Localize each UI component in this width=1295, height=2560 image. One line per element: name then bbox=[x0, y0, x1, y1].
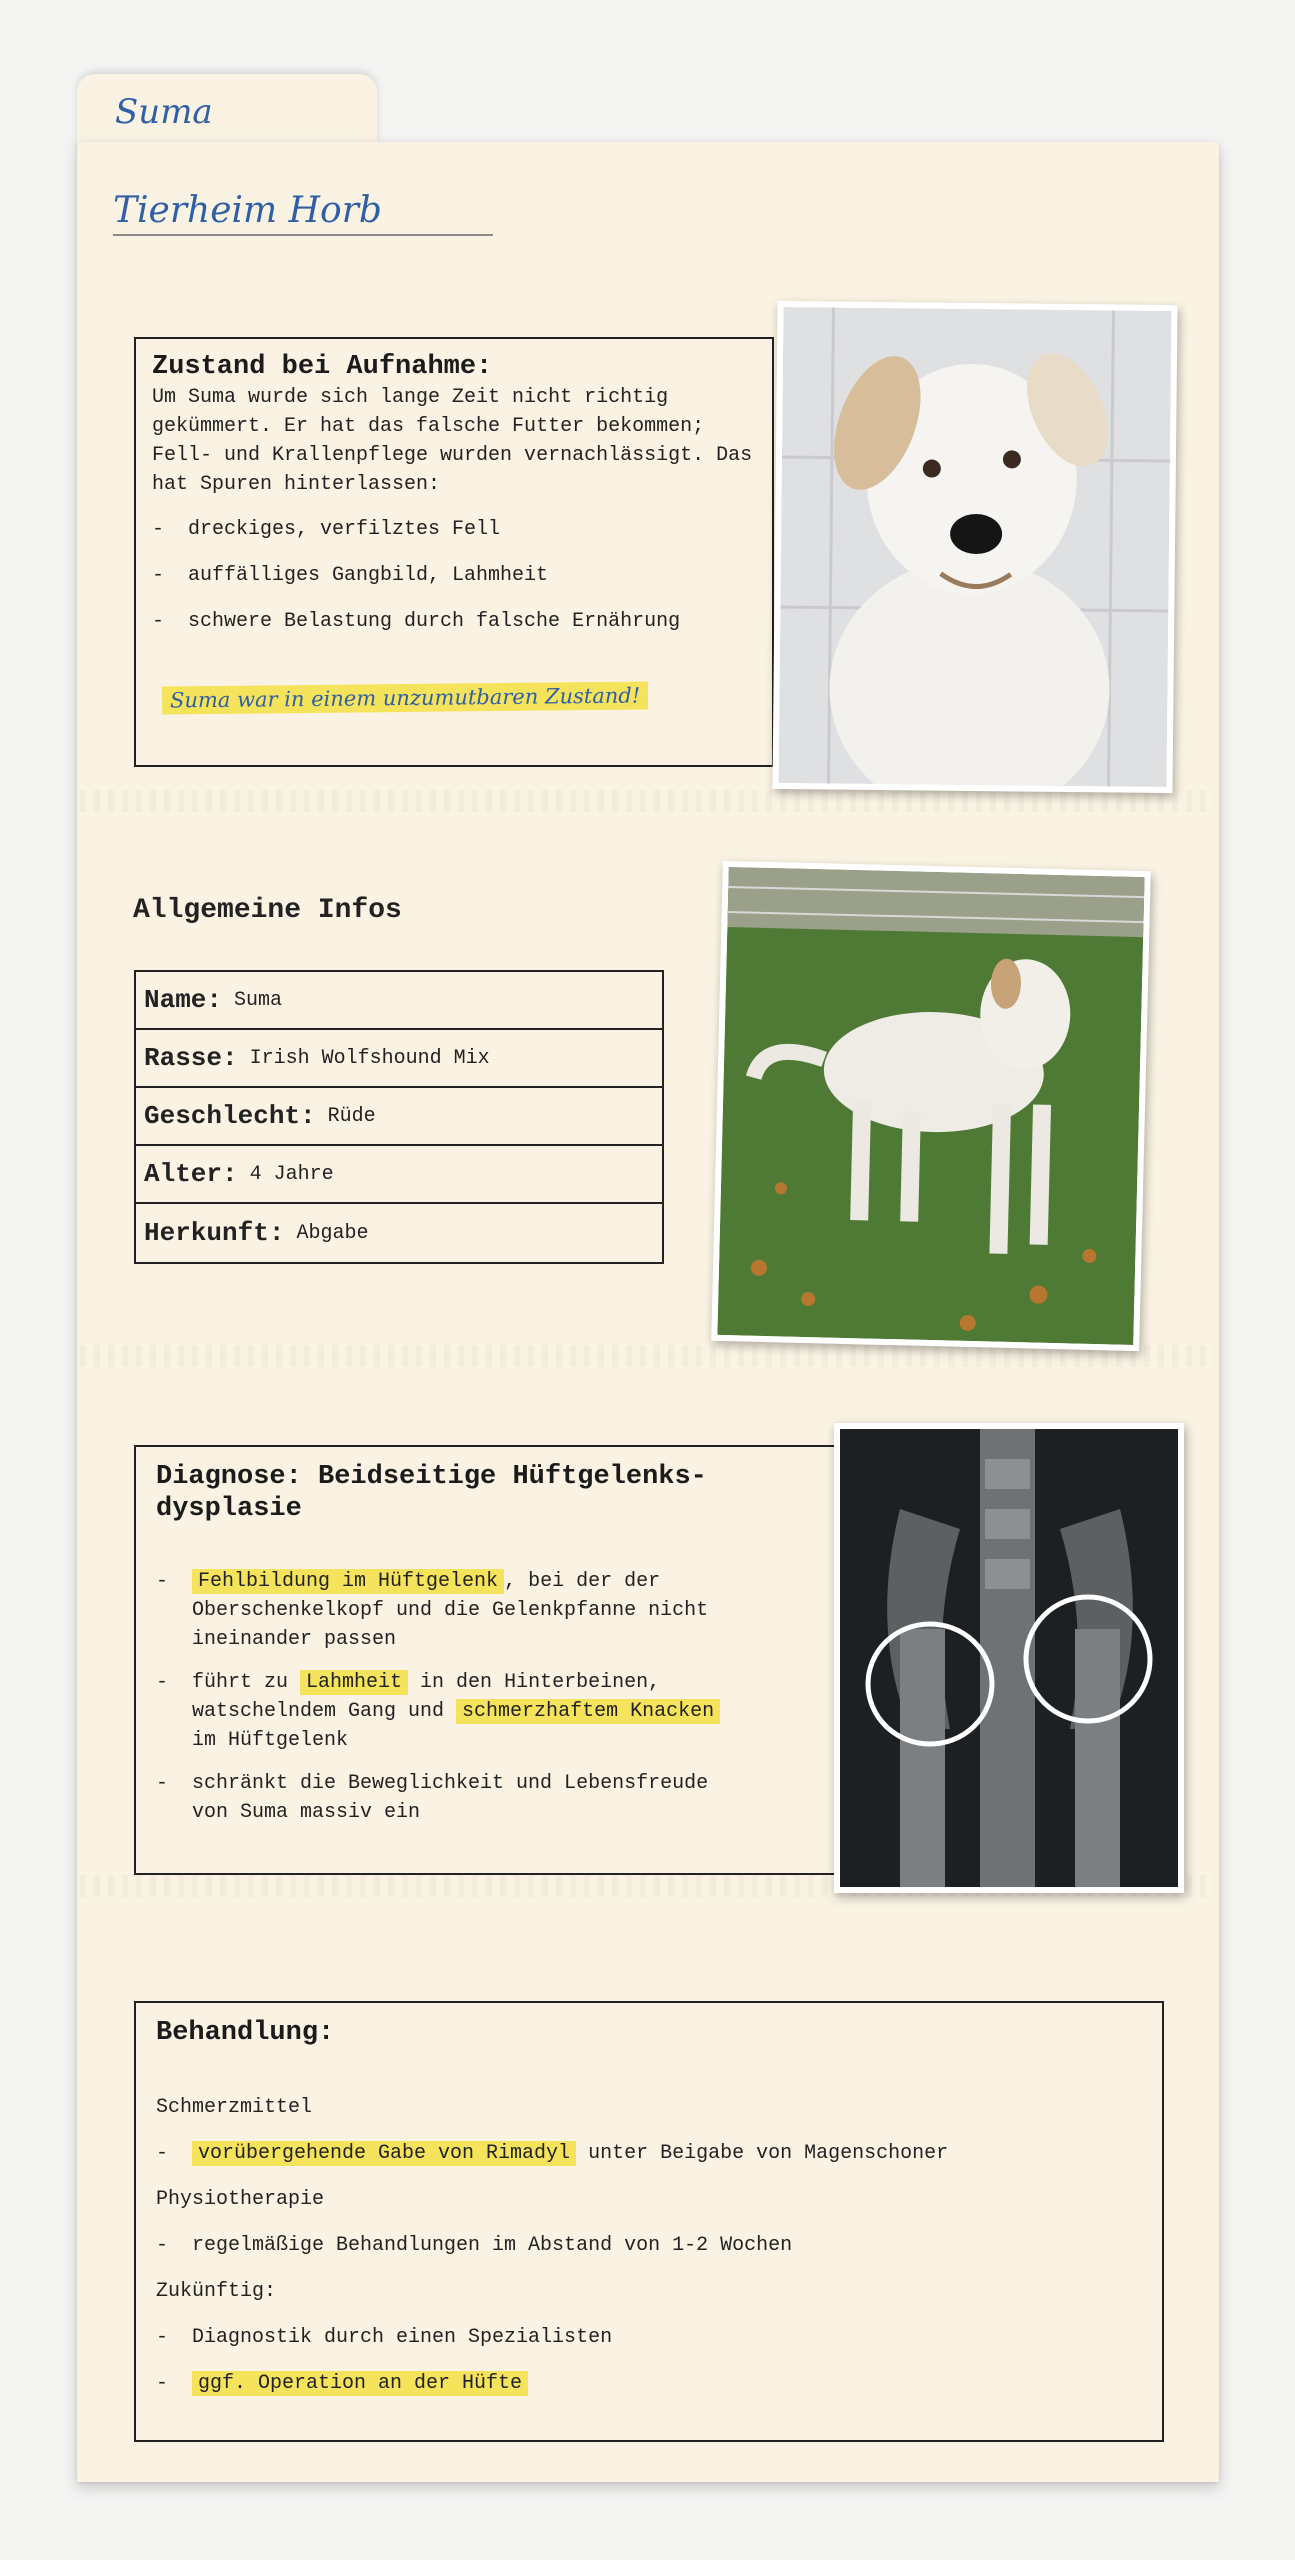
shelter-name: Tierheim Horb bbox=[113, 190, 493, 236]
highlight: vorübergehende Gabe von Rimadyl bbox=[192, 2141, 576, 2166]
info-key: Name: bbox=[144, 985, 223, 1015]
general-title: Allgemeine Infos bbox=[133, 895, 402, 926]
diagnosis-text: im Hüftgelenk bbox=[192, 1729, 349, 1752]
intake-title: Zustand bei Aufnahme: bbox=[152, 352, 493, 382]
info-value: Suma bbox=[234, 988, 283, 1012]
intake-intro: Um Suma wurde sich lange Zeit nicht richtig gekümmert. Er hat das falsche Futter bekommen; Fell- und Krallenpflege wurden vernachlässigt. Das hat Spuren hinterlassen: bbox=[152, 386, 753, 496]
treatment-text: unter Beigabe von Magenschoner bbox=[576, 2142, 949, 2165]
highlight: ggf. Operation an der Hüfte bbox=[192, 2371, 528, 2396]
xray-photo bbox=[834, 1423, 1184, 1893]
xray-image bbox=[840, 1429, 1178, 1887]
info-key: Rasse: bbox=[144, 1043, 238, 1073]
highlight: schmerzhaftem Knacken bbox=[456, 1699, 720, 1724]
info-row-sex bbox=[136, 1088, 662, 1146]
tab-label: Suma bbox=[115, 92, 213, 132]
info-value: Irish Wolfshound Mix bbox=[249, 1046, 490, 1070]
diagnosis-item bbox=[156, 1567, 756, 1654]
treatment-label: Physiotherapie bbox=[156, 2188, 325, 2211]
highlight: Lahmheit bbox=[300, 1670, 408, 1695]
diagnosis-item bbox=[156, 1668, 756, 1755]
diagnosis-title: Diagnose: Beidseitige Hüftgelenks-dysplasie bbox=[156, 1462, 707, 1524]
intake-note: Suma war in einem unzumutbaren Zustand! bbox=[162, 681, 649, 714]
diagnosis-item: - schränkt die Beweglichkeit und Lebensfreude von Suma massiv ein bbox=[156, 1769, 756, 1827]
treatment-box bbox=[134, 2001, 1164, 2442]
treatment-title: Behandlung: bbox=[156, 2018, 335, 2048]
dog-garden-photo bbox=[711, 861, 1151, 1351]
info-row-breed bbox=[136, 1030, 662, 1088]
diagnosis-box bbox=[134, 1445, 844, 1875]
highlight: Fehlbildung im Hüftgelenk bbox=[192, 1569, 504, 1594]
grunge-strip bbox=[80, 790, 1215, 812]
dog-portrait-photo bbox=[772, 301, 1177, 793]
treatment-item bbox=[156, 2369, 1142, 2398]
info-key: Geschlecht: bbox=[144, 1101, 316, 1131]
intake-item: - auffälliges Gangbild, Lahmheit bbox=[152, 561, 756, 590]
intake-item: - dreckiges, verfilztes Fell bbox=[152, 515, 756, 544]
info-value: Abgabe bbox=[296, 1221, 369, 1245]
info-key: Alter: bbox=[144, 1159, 238, 1189]
treatment-label: Schmerzmittel bbox=[156, 2096, 313, 2119]
intake-item: - schwere Belastung durch falsche Ernährung bbox=[152, 607, 756, 636]
info-table bbox=[134, 970, 664, 1264]
treatment-item: - regelmäßige Behandlungen im Abstand von 1-2 Wochen bbox=[156, 2231, 1142, 2260]
diagnosis-text: in den Hinterbeinen, watschelndem Gang und bbox=[192, 1671, 661, 1723]
info-value: 4 Jahre bbox=[249, 1162, 334, 1186]
info-row-name bbox=[136, 972, 662, 1030]
info-key: Herkunft: bbox=[144, 1218, 285, 1248]
dog-garden-image bbox=[717, 867, 1144, 1345]
info-row-origin bbox=[136, 1204, 662, 1262]
treatment-item bbox=[156, 2139, 1142, 2168]
dog-portrait-image bbox=[779, 307, 1172, 787]
info-row-age bbox=[136, 1146, 662, 1204]
diagnosis-text: , bei der der Oberschenkelkopf und die Gelenkpfanne nicht ineinander passen bbox=[192, 1570, 709, 1651]
diagnosis-text: führt zu bbox=[192, 1671, 301, 1694]
intake-box bbox=[134, 337, 774, 767]
info-value: Rüde bbox=[327, 1104, 376, 1128]
treatment-item: - Diagnostik durch einen Spezialisten bbox=[156, 2323, 1142, 2352]
treatment-label: Zukünftig: bbox=[156, 2280, 277, 2303]
